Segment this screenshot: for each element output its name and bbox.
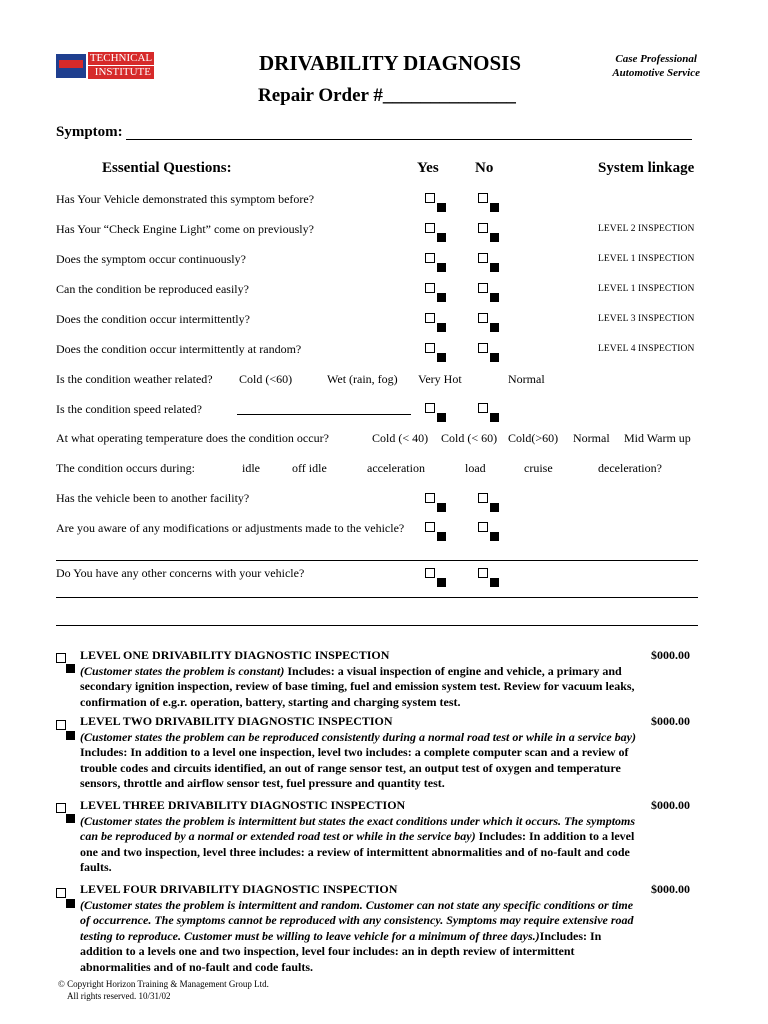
case-line-2: Automotive Service: [612, 67, 700, 79]
copyright-line: © Copyright Horizon Training & Management Group Ltd.: [58, 979, 269, 989]
during-option[interactable]: off idle: [292, 461, 327, 475]
level-one-checkbox[interactable]: [56, 653, 66, 663]
inspection-title: LEVEL TWO DRIVABILITY DIAGNOSTIC INSPECTION: [80, 714, 393, 728]
yes-checkbox[interactable]: [425, 522, 435, 532]
filled-square-icon: [437, 413, 446, 422]
filled-square-icon: [490, 203, 499, 212]
system-linkage-value: LEVEL 3 INSPECTION: [598, 314, 695, 324]
no-checkbox[interactable]: [478, 493, 488, 503]
rights-line: All rights reserved. 10/31/02: [67, 991, 171, 1001]
symptom-label: Symptom:: [56, 124, 123, 140]
filled-square-icon: [66, 664, 75, 673]
inspection-includes: Includes: In addition to a level one and two inspection, level three includes: a review of intermittent abnormalities and of no-fault and code faults.: [80, 829, 635, 874]
question-text: Does the condition occur intermittently?: [56, 312, 250, 326]
level-four-inspection: [80, 882, 640, 975]
level-three-checkbox[interactable]: [56, 803, 66, 813]
filled-square-icon: [437, 203, 446, 212]
filled-square-icon: [437, 532, 446, 541]
filled-square-icon: [437, 503, 446, 512]
inspection-price: $000.00: [651, 714, 690, 728]
system-linkage-value: LEVEL 2 INSPECTION: [598, 224, 695, 234]
divider: [56, 560, 698, 561]
inspection-price: $000.00: [651, 882, 690, 896]
filled-square-icon: [437, 263, 446, 272]
filled-square-icon: [437, 293, 446, 302]
temperature-option[interactable]: Normal: [573, 431, 610, 445]
no-header: No: [475, 160, 494, 176]
no-checkbox[interactable]: [478, 193, 488, 203]
yes-checkbox[interactable]: [425, 493, 435, 503]
filled-square-icon: [490, 578, 499, 587]
filled-square-icon: [490, 263, 499, 272]
level-two-checkbox[interactable]: [56, 720, 66, 730]
filled-square-icon: [490, 353, 499, 362]
no-checkbox[interactable]: [478, 223, 488, 233]
filled-square-icon: [437, 578, 446, 587]
filled-square-icon: [490, 503, 499, 512]
question-text: Has Your Vehicle demonstrated this symptom before?: [56, 192, 315, 206]
logo-bottom-text: INSTITUTE: [88, 66, 154, 79]
inspection-title: LEVEL ONE DRIVABILITY DIAGNOSTIC INSPECTION: [80, 648, 390, 662]
temperature-option[interactable]: Mid Warm up: [624, 431, 691, 445]
symptom-input-line[interactable]: [126, 139, 692, 140]
divider: [56, 597, 698, 598]
weather-option[interactable]: Cold (<60): [239, 372, 293, 386]
weather-option[interactable]: Very Hot: [418, 372, 462, 386]
filled-square-icon: [490, 323, 499, 332]
weather-question: Is the condition weather related?: [56, 372, 213, 386]
no-checkbox[interactable]: [478, 343, 488, 353]
yes-checkbox[interactable]: [425, 403, 435, 413]
filled-square-icon: [66, 814, 75, 823]
yes-checkbox[interactable]: [425, 343, 435, 353]
temperature-option[interactable]: Cold (< 40): [372, 431, 429, 445]
filled-square-icon: [490, 233, 499, 242]
yes-checkbox[interactable]: [425, 193, 435, 203]
no-checkbox[interactable]: [478, 313, 488, 323]
page-title: DRIVABILITY DIAGNOSIS: [259, 51, 521, 75]
repair-order-field[interactable]: Repair Order #______________: [258, 85, 516, 106]
case-professional-label: [612, 52, 700, 80]
during-option[interactable]: deceleration?: [598, 461, 662, 475]
question-text: Can the condition be reproduced easily?: [56, 282, 249, 296]
system-linkage-value: LEVEL 4 INSPECTION: [598, 344, 695, 354]
temperature-option[interactable]: Cold (< 60): [441, 431, 498, 445]
inspection-condition: (Customer states the problem can be reproduced consistently during a normal road test or while in a service bay): [80, 729, 637, 744]
level-four-checkbox[interactable]: [56, 888, 66, 898]
filled-square-icon: [490, 293, 499, 302]
filled-square-icon: [437, 353, 446, 362]
level-one-inspection: [80, 648, 640, 710]
during-option[interactable]: cruise: [524, 461, 553, 475]
speed-input-line[interactable]: [237, 414, 411, 415]
system-linkage-value: LEVEL 1 INSPECTION: [598, 284, 695, 294]
case-line-1: Case Professional: [615, 53, 697, 65]
inspection-price: $000.00: [651, 648, 690, 662]
question-text: Does the condition occur intermittently at random?: [56, 342, 302, 356]
copyright-footer: [58, 978, 269, 1002]
yes-checkbox[interactable]: [425, 223, 435, 233]
filled-square-icon: [437, 233, 446, 242]
inspection-condition: (Customer states the problem is constant): [80, 663, 285, 678]
temperature-option[interactable]: Cold(>60): [508, 431, 559, 445]
yes-checkbox[interactable]: [425, 253, 435, 263]
system-linkage-value: LEVEL 1 INSPECTION: [598, 254, 695, 264]
inspection-title: LEVEL THREE DRIVABILITY DIAGNOSTIC INSPECTION: [80, 798, 406, 812]
yes-checkbox[interactable]: [425, 283, 435, 293]
inspection-includes: Includes: In addition to a levels one and two inspection, level four includes: an in depth review of intermittent abnormalities and of no-fault and code faults.: [80, 928, 602, 974]
filled-square-icon: [66, 731, 75, 740]
no-checkbox[interactable]: [478, 568, 488, 578]
modifications-question: Are you aware of any modifications or adjustments made to the vehicle?: [56, 521, 405, 535]
level-three-inspection: [80, 798, 640, 876]
question-text: Has Your “Check Engine Light” come on previously?: [56, 222, 314, 236]
no-checkbox[interactable]: [478, 403, 488, 413]
inspection-condition: (Customer states the problem is intermittent and random. Customer can not state any specific conditions or time of occurrence. The symptoms cannot be reproduced with any consistency. Symptoms may require extensive road testing to reproduce. Customer must be willing to leave vehicle for a minimum of three days.): [80, 897, 634, 943]
yes-checkbox[interactable]: [425, 568, 435, 578]
logo-top-text: TECHNICAL: [89, 52, 153, 64]
inspection-title: LEVEL FOUR DRIVABILITY DIAGNOSTIC INSPECTION: [80, 882, 398, 896]
level-two-inspection: [80, 714, 640, 792]
yes-header: Yes: [417, 160, 439, 176]
during-option[interactable]: idle: [242, 461, 260, 475]
divider: [56, 625, 698, 626]
weather-option[interactable]: Normal: [508, 372, 545, 386]
filled-square-icon: [490, 532, 499, 541]
inspection-includes: Includes: a visual inspection of engine and vehicle, a primary and secondary ignition inspection, review of base timing, fuel and emission system test. Review for vacuum leaks, confirmation of e.g.r. operation, battery, starting and charging system test.: [80, 663, 635, 709]
essential-questions-header: Essential Questions:: [102, 160, 232, 176]
no-checkbox[interactable]: [478, 522, 488, 532]
no-checkbox[interactable]: [478, 283, 488, 293]
during-option[interactable]: acceleration: [367, 461, 425, 475]
speed-question: Is the condition speed related?: [56, 402, 202, 416]
weather-option[interactable]: Wet (rain, fog): [327, 372, 398, 386]
filled-square-icon: [490, 413, 499, 422]
during-question: The condition occurs during:: [56, 461, 195, 475]
inspection-condition: (Customer states the problem is intermittent but states the exact conditions under which it occurs. The symptoms can be reproduced by a normal or extended road test or while in the service bay): [80, 813, 636, 843]
during-option[interactable]: load: [465, 461, 486, 475]
inspection-includes: Includes: In addition to a level one inspection, level two includes: a complete computer scan and a review of trouble codes and circuits identified, an out of range sensor test, an output test of oxygen and temperature sensors, throttle and airflow sensor test, fuel pressure and quantity test.: [80, 745, 629, 790]
inspection-price: $000.00: [651, 798, 690, 812]
other-concerns-question: Do You have any other concerns with your vehicle?: [56, 566, 305, 580]
yes-checkbox[interactable]: [425, 313, 435, 323]
filled-square-icon: [66, 899, 75, 908]
system-linkage-header: System linkage: [598, 160, 695, 176]
facility-question: Has the vehicle been to another facility?: [56, 491, 250, 505]
filled-square-icon: [437, 323, 446, 332]
temperature-question: At what operating temperature does the condition occur?: [56, 431, 329, 445]
question-text: Does the symptom occur continuously?: [56, 252, 246, 266]
no-checkbox[interactable]: [478, 253, 488, 263]
